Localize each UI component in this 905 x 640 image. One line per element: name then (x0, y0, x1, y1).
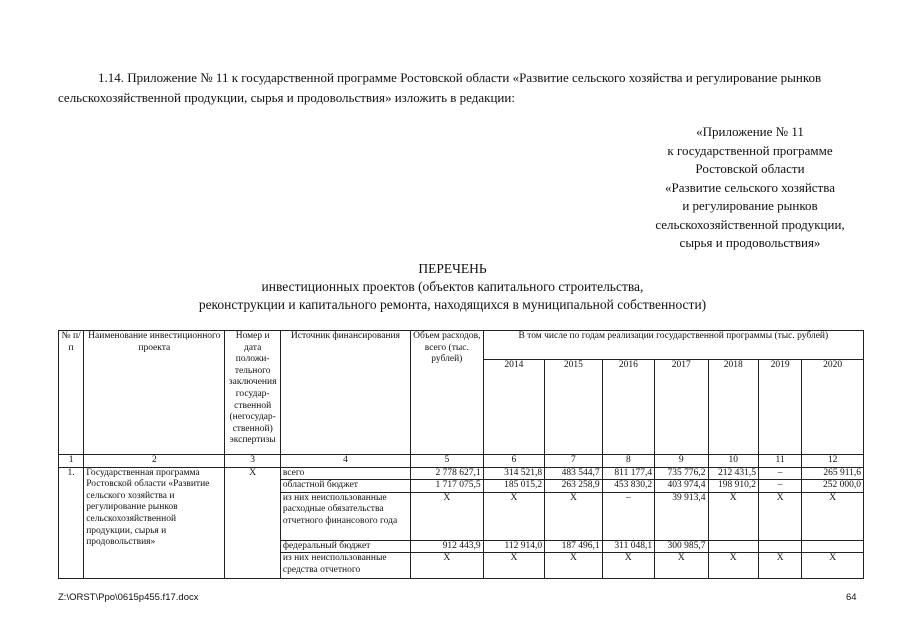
year-value: Х (758, 492, 801, 540)
year-value: Х (802, 553, 864, 579)
year-value: – (758, 467, 801, 480)
col-number: 10 (708, 455, 758, 468)
header-year: 2017 (655, 360, 708, 455)
year-value: 314 521,8 (483, 467, 545, 480)
year-value: Х (708, 553, 758, 579)
total-value: 2 778 627,1 (411, 467, 484, 480)
column-numbers-row (59, 455, 864, 468)
col-number: 8 (602, 455, 654, 468)
col-number: 1 (59, 455, 84, 468)
col-number: 6 (483, 455, 545, 468)
annex-line: «Развитие сельского хозяйства (665, 179, 835, 195)
year-value: 311 048,1 (602, 540, 654, 553)
project-num: 1. (59, 467, 84, 579)
year-value: 263 258,9 (545, 480, 602, 493)
annex-line: Ростовской области (695, 161, 805, 176)
header-year: 2014 (483, 360, 545, 455)
year-value: 185 015,2 (483, 480, 545, 493)
year-value: – (602, 492, 654, 540)
year-value: 252 000,0 (802, 480, 864, 493)
total-value: Х (411, 492, 484, 540)
funding-source: из них неиспользованные расходные обязательства отчетного финансового года (280, 492, 410, 540)
col-number: 11 (758, 455, 801, 468)
header-num: № п/п (59, 331, 84, 455)
col-number: 3 (225, 455, 280, 468)
project-expertise: Х (225, 467, 280, 579)
header-project-name: Наименование инвестиционного проекта (84, 331, 225, 455)
year-value: Х (483, 553, 545, 579)
funding-source: из них неиспользованные средства отчетного (280, 553, 410, 579)
header-year: 2018 (708, 360, 758, 455)
table-header-row (59, 331, 864, 360)
col-number: 4 (280, 455, 410, 468)
annex-line: к государственной программе (667, 142, 833, 158)
year-value: 735 776,2 (655, 467, 708, 480)
col-number: 5 (411, 455, 484, 468)
year-value: Х (802, 492, 864, 540)
year-value (758, 540, 801, 553)
funding-source: федеральный бюджет (280, 540, 410, 553)
document-subtitle-line2: реконструкции и капитального ремонта, находящихся в муниципальной собственности) (198, 297, 707, 312)
total-value: 1 717 075,5 (411, 480, 484, 493)
header-year: 2016 (602, 360, 654, 455)
year-value: Х (602, 553, 654, 579)
year-value: 187 496,1 (545, 540, 602, 553)
year-value: 483 544,7 (545, 467, 602, 480)
project-name: Государственная программа Ростовской области «Развитие сельского хозяйства и регулирование рынков сельскохозяйственной продукции, сырья и продовольствия» (84, 467, 225, 579)
annex-block (600, 123, 900, 253)
header-year: 2020 (802, 360, 864, 455)
header-year: 2015 (545, 360, 602, 455)
year-value: 265 911,6 (802, 467, 864, 480)
col-number: 12 (802, 455, 864, 468)
year-value (802, 540, 864, 553)
year-value (708, 540, 758, 553)
investment-projects-table (58, 330, 864, 579)
document-title: ПЕРЕЧЕНЬ (418, 261, 487, 276)
year-value: 403 974,4 (655, 480, 708, 493)
year-value: Х (545, 553, 602, 579)
footer-file-path: Z:\ORST\Ppo\0615p455.f17.docx (58, 592, 199, 603)
year-value: 198 910,2 (708, 480, 758, 493)
annex-line: и регулирование рынков (682, 198, 818, 213)
total-value: 912 443,9 (411, 540, 484, 553)
year-value: 112 914,0 (483, 540, 545, 553)
page-number: 64 (846, 592, 857, 603)
intro-text: 1.14. Приложение № 11 к государственной программе Ростовской области «Развитие сельского хозяйства и регулирование рынков сельскохозяйственной продукции, сырья и продовольствия» изложить в редакции: (58, 70, 822, 105)
year-value: Х (545, 492, 602, 540)
year-value: Х (483, 492, 545, 540)
total-value: Х (411, 553, 484, 579)
header-total-volume: Объем расходов, всего (тыс. рублей) (411, 331, 484, 455)
year-value: 300 985,7 (655, 540, 708, 553)
col-number: 2 (84, 455, 225, 468)
year-value: 811 177,4 (602, 467, 654, 480)
year-value: 39 913,4 (655, 492, 708, 540)
header-funding-source: Источник финансирования (280, 331, 410, 455)
document-subtitle-line1: инвестиционных проектов (объектов капитального строительства, (261, 279, 644, 294)
col-number: 9 (655, 455, 708, 468)
year-value: – (758, 480, 801, 493)
header-expertise: Номер и дата положи-тельного заключения государ-ственной (негосудар-ственной) экспертизы (225, 331, 280, 455)
table-row (59, 467, 864, 480)
funding-source: областной бюджет (280, 480, 410, 493)
year-value: 453 830,2 (602, 480, 654, 493)
annex-line: сельскохозяйственной продукции, (655, 216, 845, 232)
col-number: 7 (545, 455, 602, 468)
year-value: Х (758, 553, 801, 579)
year-value: Х (708, 492, 758, 540)
annex-line: сырья и продовольствия» (679, 235, 821, 250)
header-years-group: В том числе по годам реализации государственной программы (тыс. рублей) (483, 331, 863, 360)
annex-line: «Приложение № 11 (696, 124, 804, 139)
year-value: 212 431,5 (708, 467, 758, 480)
year-value: Х (655, 553, 708, 579)
header-year: 2019 (758, 360, 801, 455)
funding-source: всего (280, 467, 410, 480)
intro-paragraph (58, 68, 863, 108)
